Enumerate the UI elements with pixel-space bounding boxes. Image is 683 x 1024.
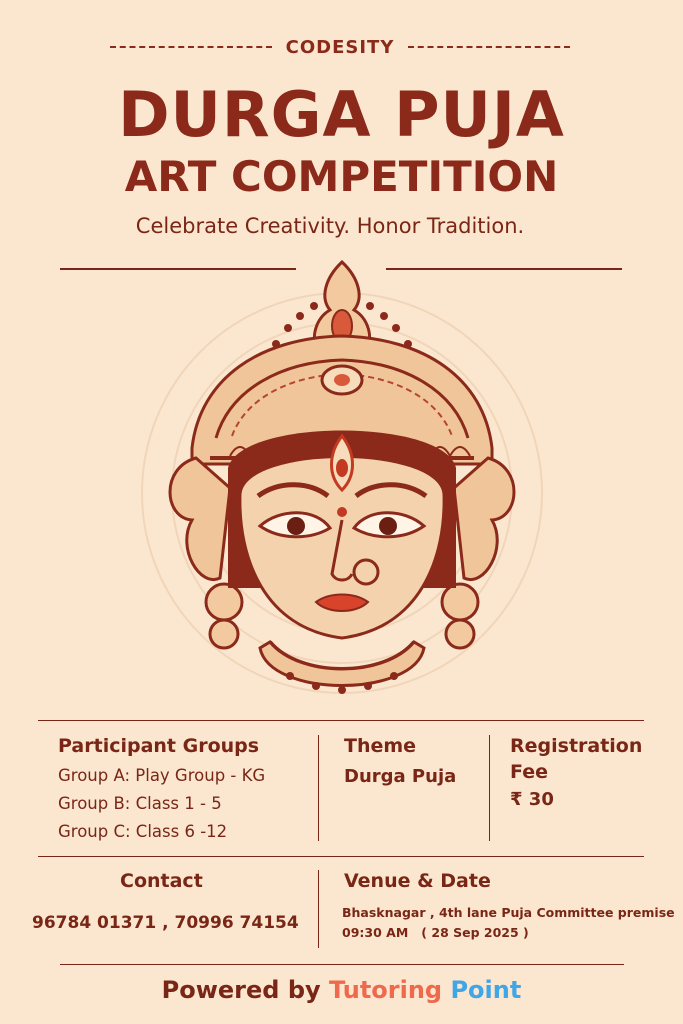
footer	[0, 976, 683, 1004]
title-line2: ART COMPETITION	[124, 152, 559, 201]
registration-heading: Registration	[510, 735, 643, 757]
registration-fee: ₹ 30	[510, 789, 554, 810]
grid-middle-rule	[38, 856, 644, 857]
venue-address: Bhasknagar , 4th lane Puja Committee premise	[342, 905, 675, 920]
footer-word2: Point	[450, 976, 522, 1004]
tagline: Celebrate Creativity. Honor Tradition.	[135, 214, 525, 238]
venue-heading: Venue & Date	[344, 870, 491, 892]
title-line1: DURGA PUJA	[118, 78, 565, 151]
participant-group-a: Group A: Play Group - KG	[58, 766, 266, 785]
registration-heading-fee: Fee	[510, 761, 548, 783]
durga-face-icon	[120, 258, 564, 714]
footer-word1: Tutoring	[329, 976, 443, 1004]
contact-heading: Contact	[120, 870, 203, 892]
participant-group-b: Group B: Class 1 - 5	[58, 794, 222, 813]
contact-phones: 96784 01371 , 70996 74154	[32, 913, 299, 933]
grid-divider-2	[489, 735, 490, 841]
participants-heading: Participant Groups	[58, 735, 260, 757]
grid-divider-3	[318, 870, 319, 948]
theme-value: Durga Puja	[344, 766, 457, 787]
participant-group-c: Group C: Class 6 -12	[58, 822, 228, 841]
brand-divider-left	[110, 46, 272, 48]
brand-row	[110, 34, 570, 60]
grid-divider-1	[318, 735, 319, 841]
brand-divider-right	[408, 46, 570, 48]
brand-name: CODESITY	[285, 36, 395, 58]
footer-rule	[60, 964, 624, 965]
footer-prefix: Powered by	[161, 976, 321, 1004]
venue-time-date: 09:30 AM ( 28 Sep 2025 )	[342, 925, 529, 940]
theme-heading: Theme	[344, 735, 417, 757]
grid-top-rule	[38, 720, 644, 721]
